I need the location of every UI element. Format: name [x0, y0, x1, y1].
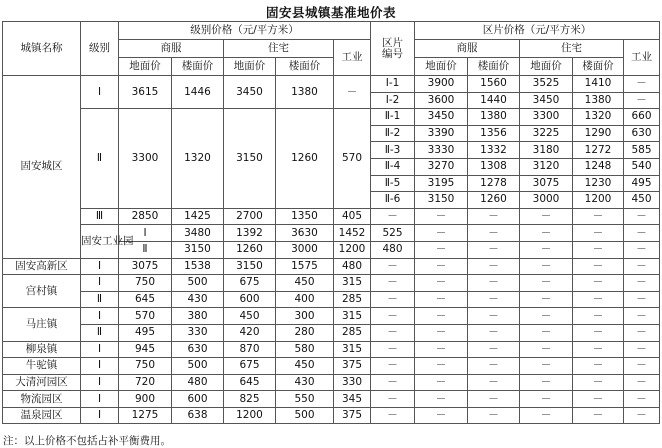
table-row [3, 358, 660, 375]
level-cell: Ⅰ [81, 258, 119, 275]
zone-price-cell: 1440 [468, 92, 520, 109]
level-price-cell: 1275 [119, 407, 172, 424]
zone-price-cell: 3000 [520, 192, 573, 209]
header-commercial: 商服 [119, 40, 224, 58]
level-price-cell: 300 [276, 308, 334, 325]
level-cell: Ⅱ [119, 241, 172, 258]
zone-empty-cell: － [415, 341, 468, 358]
header-residential: 住宅 [224, 40, 334, 58]
zone-price-cell: 1308 [468, 158, 520, 175]
level-price-cell: 405 [334, 208, 371, 225]
zone-empty-cell: － [573, 308, 624, 325]
level-price-cell: 900 [119, 391, 172, 408]
zone-empty-cell: － [468, 358, 520, 375]
level-price-cell: 750 [119, 358, 172, 375]
zone-id: Ⅱ-2 [371, 125, 415, 142]
table-row [3, 109, 660, 126]
level-price-cell: 1425 [172, 208, 224, 225]
town-name: 固安城区 [3, 76, 81, 259]
zone-price-cell: 3600 [415, 92, 468, 109]
zone-empty-cell: － [624, 324, 660, 341]
zone-price-cell: 1320 [573, 109, 624, 126]
level-cell: Ⅱ [81, 109, 119, 209]
table-row [3, 324, 660, 341]
zone-price-cell: 1290 [573, 125, 624, 142]
zone-empty-cell: － [415, 258, 468, 275]
zone-empty-cell: － [371, 258, 415, 275]
zone-price-cell: 630 [624, 125, 660, 142]
zone-empty-cell: － [520, 407, 573, 424]
zone-empty-cell: － [371, 291, 415, 308]
level-price-cell: 3150 [172, 241, 224, 258]
zone-price-cell: 540 [624, 158, 660, 175]
level-price-cell: 3000 [276, 241, 334, 258]
level-price-cell: 495 [119, 324, 172, 341]
level-price-cell: 450 [276, 275, 334, 292]
zone-empty-cell: － [520, 275, 573, 292]
zone-empty-cell: － [415, 291, 468, 308]
level-price-cell: 3615 [119, 76, 172, 109]
zone-price-cell: 1380 [468, 109, 520, 126]
header-zone-industrial: 工业 [624, 40, 660, 76]
zone-empty-cell: － [520, 341, 573, 358]
level-price-cell: 1538 [172, 258, 224, 275]
zone-empty-cell: － [624, 407, 660, 424]
zone-empty-cell: － [624, 225, 660, 242]
level-price-cell: 825 [224, 391, 276, 408]
zone-price-cell: 1230 [573, 175, 624, 192]
zone-empty-cell: － [415, 241, 468, 258]
level-price-cell: 525 [371, 225, 415, 242]
zone-empty-cell: － [624, 275, 660, 292]
town-name: 固安高新区 [3, 258, 81, 275]
zone-empty-cell: － [520, 324, 573, 341]
level-price-cell: 1200 [334, 241, 371, 258]
level-price-cell: 1320 [172, 109, 224, 209]
level-price-cell: 480 [172, 374, 224, 391]
zone-empty-cell: － [624, 258, 660, 275]
zone-empty-cell: － [468, 407, 520, 424]
level-price-cell: 330 [334, 374, 371, 391]
level-price-cell: 1260 [276, 109, 334, 209]
zone-price-cell: 1380 [573, 92, 624, 109]
zone-empty-cell: － [371, 374, 415, 391]
level-price-cell: 500 [172, 275, 224, 292]
level-price-cell: 2850 [119, 208, 172, 225]
level-price-cell: 500 [172, 358, 224, 375]
header-industrial: 工业 [334, 40, 371, 76]
table-row [3, 258, 660, 275]
level-price-cell: 330 [172, 324, 224, 341]
zone-price-cell: 3450 [520, 92, 573, 109]
zone-price-cell: 3195 [415, 175, 468, 192]
level-price-cell: 285 [334, 291, 371, 308]
zone-empty-cell: － [520, 258, 573, 275]
zone-empty-cell: － [520, 374, 573, 391]
header-land-price: 地面价 [119, 58, 172, 76]
level-cell: Ⅱ [81, 324, 119, 341]
level-price-cell: 315 [334, 275, 371, 292]
zone-empty-cell: － [520, 225, 573, 242]
zone-empty-cell: － [573, 391, 624, 408]
zone-price-cell: 1272 [573, 142, 624, 159]
zone-empty-cell: － [573, 358, 624, 375]
level-price-cell: － [334, 76, 371, 109]
level-price-cell: 1392 [224, 225, 276, 242]
level-cell: Ⅰ [81, 275, 119, 292]
level-price-cell: 450 [224, 308, 276, 325]
town-name: 马庄镇 [3, 308, 81, 341]
land-price-table [2, 21, 660, 424]
zone-price-cell: 1332 [468, 142, 520, 159]
town-name: 牛驼镇 [3, 358, 81, 375]
zone-empty-cell: － [415, 374, 468, 391]
header-floor-price: 楼面价 [276, 58, 334, 76]
zone-price-cell: － [624, 92, 660, 109]
zone-price-cell: 1356 [468, 125, 520, 142]
zone-empty-cell: － [415, 324, 468, 341]
level-cell: Ⅰ [81, 76, 119, 109]
zone-empty-cell: － [573, 275, 624, 292]
level-price-cell: 570 [334, 109, 371, 209]
zone-empty-cell: － [520, 291, 573, 308]
zone-empty-cell: － [468, 391, 520, 408]
level-price-cell: 750 [119, 275, 172, 292]
zone-empty-cell: － [624, 374, 660, 391]
header-floor-price: 楼面价 [172, 58, 224, 76]
zone-empty-cell: － [624, 341, 660, 358]
level-price-cell: 480 [334, 258, 371, 275]
level-cell: Ⅰ [81, 374, 119, 391]
level-price-cell: 480 [371, 241, 415, 258]
zone-price-cell: 3300 [520, 109, 573, 126]
zone-empty-cell: － [573, 241, 624, 258]
zone-empty-cell: － [573, 407, 624, 424]
level-price-cell: 1575 [276, 258, 334, 275]
zone-empty-cell: － [573, 324, 624, 341]
level-price-cell: 3150 [224, 258, 276, 275]
zone-price-cell: 3225 [520, 125, 573, 142]
zone-empty-cell: － [371, 407, 415, 424]
level-price-cell: 600 [224, 291, 276, 308]
zone-empty-cell: － [468, 241, 520, 258]
level-price-cell: 500 [276, 407, 334, 424]
zone-price-cell: 1410 [573, 76, 624, 93]
header-zone-commercial: 商服 [415, 40, 520, 58]
zone-empty-cell: － [624, 241, 660, 258]
zone-price-cell: 3150 [415, 192, 468, 209]
header-zone-no: 区片编号 [371, 22, 415, 76]
zone-price-cell: 3180 [520, 142, 573, 159]
table-row [3, 341, 660, 358]
level-price-cell: 285 [334, 324, 371, 341]
level-cell: Ⅰ [81, 308, 119, 325]
zone-price-cell: 450 [624, 192, 660, 209]
table-row [3, 391, 660, 408]
level-price-cell: 380 [172, 308, 224, 325]
town-name: 固安工业园 [81, 225, 119, 258]
level-price-cell: 345 [334, 391, 371, 408]
level-price-cell: 3630 [276, 225, 334, 242]
level-price-cell: 675 [224, 275, 276, 292]
zone-id: Ⅱ-4 [371, 158, 415, 175]
level-price-cell: 550 [276, 391, 334, 408]
zone-empty-cell: － [415, 407, 468, 424]
header-level-price: 级别价格（元/平方米） [119, 22, 371, 40]
level-price-cell: 570 [119, 308, 172, 325]
zone-empty-cell: － [573, 225, 624, 242]
level-price-cell: 1452 [334, 225, 371, 242]
level-price-cell: 315 [334, 308, 371, 325]
level-price-cell: 1446 [172, 76, 224, 109]
level-price-cell: 3300 [119, 109, 172, 209]
level-price-cell: 430 [172, 291, 224, 308]
zone-empty-cell: － [624, 208, 660, 225]
zone-price-cell: 1560 [468, 76, 520, 93]
level-price-cell: 1380 [276, 76, 334, 109]
zone-price-cell: 3330 [415, 142, 468, 159]
zone-empty-cell: － [371, 308, 415, 325]
level-price-cell: 450 [276, 358, 334, 375]
town-name: 物流园区 [3, 391, 81, 408]
zone-empty-cell: － [371, 275, 415, 292]
table-row [3, 208, 660, 225]
level-price-cell: 3075 [119, 258, 172, 275]
level-cell: Ⅰ [81, 341, 119, 358]
level-price-cell: 2700 [224, 208, 276, 225]
town-name: 温泉园区 [3, 407, 81, 424]
table-row [3, 374, 660, 391]
header-land-price: 地面价 [224, 58, 276, 76]
level-price-cell: 375 [334, 358, 371, 375]
zone-empty-cell: － [468, 258, 520, 275]
level-price-cell: 420 [224, 324, 276, 341]
zone-empty-cell: － [468, 341, 520, 358]
zone-price-cell: 1248 [573, 158, 624, 175]
level-price-cell: 1260 [224, 241, 276, 258]
level-price-cell: 430 [276, 374, 334, 391]
town-name: 柳泉镇 [3, 341, 81, 358]
level-price-cell: 945 [119, 341, 172, 358]
zone-price-cell: 585 [624, 142, 660, 159]
zone-empty-cell: － [468, 208, 520, 225]
table-row [3, 407, 660, 424]
level-price-cell: 375 [334, 407, 371, 424]
level-price-cell: 3150 [224, 109, 276, 209]
zone-empty-cell: － [624, 291, 660, 308]
zone-empty-cell: － [371, 341, 415, 358]
zone-empty-cell: － [415, 358, 468, 375]
level-price-cell: 720 [119, 374, 172, 391]
zone-empty-cell: － [415, 208, 468, 225]
zone-price-cell: 3270 [415, 158, 468, 175]
table-row [3, 291, 660, 308]
level-price-cell: 280 [276, 324, 334, 341]
zone-price-cell: 495 [624, 175, 660, 192]
zone-empty-cell: － [624, 391, 660, 408]
zone-empty-cell: － [573, 258, 624, 275]
zone-price-cell: 3450 [415, 109, 468, 126]
zone-empty-cell: － [520, 208, 573, 225]
level-price-cell: 638 [172, 407, 224, 424]
level-price-cell: 645 [119, 291, 172, 308]
zone-empty-cell: － [520, 241, 573, 258]
zone-price-cell: 660 [624, 109, 660, 126]
header-zone-residential: 住宅 [520, 40, 624, 58]
zone-empty-cell: － [520, 358, 573, 375]
level-price-cell: 1200 [224, 407, 276, 424]
level-price-cell: 1350 [276, 208, 334, 225]
table-row [3, 225, 660, 242]
zone-price-cell: 1278 [468, 175, 520, 192]
zone-empty-cell: － [573, 374, 624, 391]
level-cell: Ⅱ [81, 291, 119, 308]
footnote: 注：以上价格不包括占补平衡费用。 [3, 435, 171, 447]
level-price-cell: 3480 [172, 225, 224, 242]
zone-price-cell: 3120 [520, 158, 573, 175]
header-zone-land-price: 地面价 [415, 58, 468, 76]
zone-price-cell: 3525 [520, 76, 573, 93]
zone-empty-cell: － [520, 391, 573, 408]
header-zone-land-price: 地面价 [520, 58, 573, 76]
level-price-cell: 600 [172, 391, 224, 408]
zone-empty-cell: － [468, 324, 520, 341]
level-price-cell: 675 [224, 358, 276, 375]
town-name: 宫村镇 [3, 275, 81, 308]
zone-empty-cell: － [415, 308, 468, 325]
zone-id: Ⅰ-2 [371, 92, 415, 109]
level-cell: Ⅰ [81, 358, 119, 375]
header-zone-price: 区片价格（元/平方米） [415, 22, 660, 40]
zone-empty-cell: － [371, 324, 415, 341]
level-cell: Ⅰ [81, 407, 119, 424]
zone-price-cell: 3900 [415, 76, 468, 93]
table-row [3, 275, 660, 292]
zone-empty-cell: － [520, 308, 573, 325]
zone-empty-cell: － [468, 374, 520, 391]
zone-id: Ⅱ-5 [371, 175, 415, 192]
zone-empty-cell: － [415, 225, 468, 242]
zone-id: Ⅱ-1 [371, 109, 415, 126]
table-row [3, 76, 660, 93]
level-cell: Ⅰ [119, 225, 172, 242]
zone-empty-cell: － [468, 308, 520, 325]
zone-empty-cell: － [468, 225, 520, 242]
header-zone-floor-price: 楼面价 [468, 58, 520, 76]
table-body [3, 76, 660, 424]
zone-price-cell: 1200 [573, 192, 624, 209]
zone-empty-cell: － [573, 341, 624, 358]
header-zone-floor-price: 楼面价 [573, 58, 624, 76]
zone-empty-cell: － [371, 208, 415, 225]
level-cell: Ⅰ [81, 391, 119, 408]
zone-price-cell: 3075 [520, 175, 573, 192]
level-price-cell: 580 [276, 341, 334, 358]
level-price-cell: 400 [276, 291, 334, 308]
table-row [3, 308, 660, 325]
level-price-cell: 3450 [224, 76, 276, 109]
town-name: 大清河园区 [3, 374, 81, 391]
zone-empty-cell: － [624, 358, 660, 375]
zone-empty-cell: － [624, 308, 660, 325]
zone-id: Ⅱ-6 [371, 192, 415, 209]
zone-price-cell: 3390 [415, 125, 468, 142]
zone-price-cell: 1260 [468, 192, 520, 209]
level-price-cell: 315 [334, 341, 371, 358]
level-price-cell: 645 [224, 374, 276, 391]
zone-empty-cell: － [468, 291, 520, 308]
level-price-cell: 870 [224, 341, 276, 358]
header-level: 级别 [81, 22, 119, 76]
zone-price-cell: － [624, 76, 660, 93]
page-title: 固安县城镇基准地价表 [265, 5, 396, 20]
zone-empty-cell: － [415, 275, 468, 292]
level-cell: Ⅲ [81, 208, 119, 225]
zone-empty-cell: － [415, 391, 468, 408]
zone-empty-cell: － [371, 358, 415, 375]
header-town: 城镇名称 [3, 22, 81, 76]
zone-empty-cell: － [371, 391, 415, 408]
zone-id: Ⅱ-3 [371, 142, 415, 159]
zone-id: Ⅰ-1 [371, 76, 415, 93]
level-price-cell: 630 [172, 341, 224, 358]
zone-empty-cell: － [573, 291, 624, 308]
zone-empty-cell: － [573, 208, 624, 225]
zone-empty-cell: － [468, 275, 520, 292]
